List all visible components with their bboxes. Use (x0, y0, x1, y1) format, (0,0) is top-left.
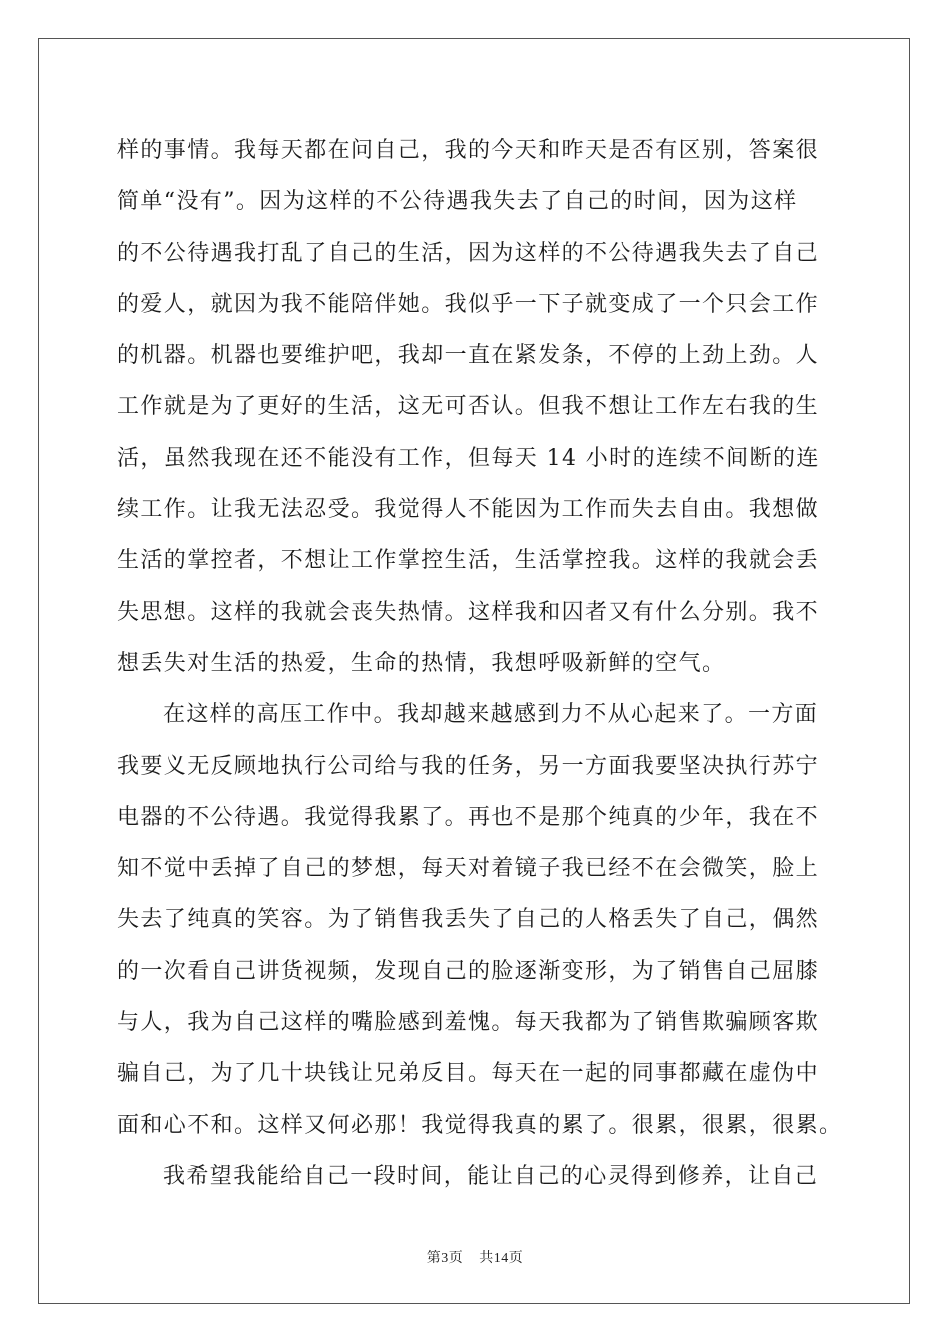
page-footer (0, 1247, 950, 1267)
document-body (117, 125, 843, 1202)
text-line: 失去了纯真的笑容。为了销售我丢失了自己的人格丢失了自己，偶然 (117, 907, 820, 933)
text-line: 的机器。机器也要维护吧，我却一直在紧发条，不停的上劲上劲。人 (117, 343, 820, 369)
text-line: 与人，我为自己这样的嘴脸感到羞愧。每天我都为了销售欺骗顾客欺 (117, 1010, 820, 1036)
text-line: 的不公待遇我打乱了自己的生活，因为这样的不公待遇我失去了自己 (117, 240, 820, 266)
text-line: 在这样的高压工作中。我却越来越感到力不从心起来了。一方面 (163, 702, 819, 728)
text-line: 失思想。这样的我就会丧失热情。这样我和囚者又有什么分别。我不 (117, 599, 820, 625)
text-line: 生活的掌控者，不想让工作掌控生活，生活掌控我。这样的我就会丢 (117, 548, 820, 574)
text-line: 活，虽然我现在还不能没有工作，但每天 14 小时的连续不间断的连 (117, 445, 820, 471)
text-line: 的一次看自己讲货视频，发现自己的脸逐渐变形，为了销售自己屈膝 (117, 958, 820, 984)
text-line: 的爱人，就因为我不能陪伴她。我似乎一下子就变成了一个只会工作 (117, 291, 820, 317)
text-line: 电器的不公待遇。我觉得我累了。再也不是那个纯真的少年，我在不 (117, 804, 820, 830)
text-line: 知不觉中丢掉了自己的梦想，每天对着镜子我已经不在会微笑，脸上 (117, 856, 820, 882)
page-number: 第3页 (426, 1251, 464, 1266)
text-line: 我希望我能给自己一段时间，能让自己的心灵得到修养，让自己 (163, 1163, 819, 1189)
text-line: 面和心不和。这样又何必那！我觉得我真的累了。很累，很累，很累。 (117, 1112, 843, 1138)
text-line: 续工作。让我无法忍受。我觉得人不能因为工作而失去自由。我想做 (117, 497, 820, 523)
text-line: 样的事情。我每天都在问自己，我的今天和昨天是否有区别，答案很 (117, 138, 820, 163)
text-line: 想丢失对生活的热爱，生命的热情，我想呼吸新鲜的空气。 (117, 650, 726, 676)
text-line: 骗自己，为了几十块钱让兄弟反目。每天在一起的同事都藏在虚伪中 (117, 1061, 820, 1087)
text-line: 我要义无反顾地执行公司给与我的任务，另一方面我要坚决执行苏宁 (117, 753, 820, 779)
text-line: 简单“没有”。因为这样的不公待遇我失去了自己的时间，因为这样 (117, 189, 798, 215)
text-line: 工作就是为了更好的生活，这无可否认。但我不想让工作左右我的生 (117, 394, 820, 420)
page-total: 共14页 (479, 1251, 524, 1266)
